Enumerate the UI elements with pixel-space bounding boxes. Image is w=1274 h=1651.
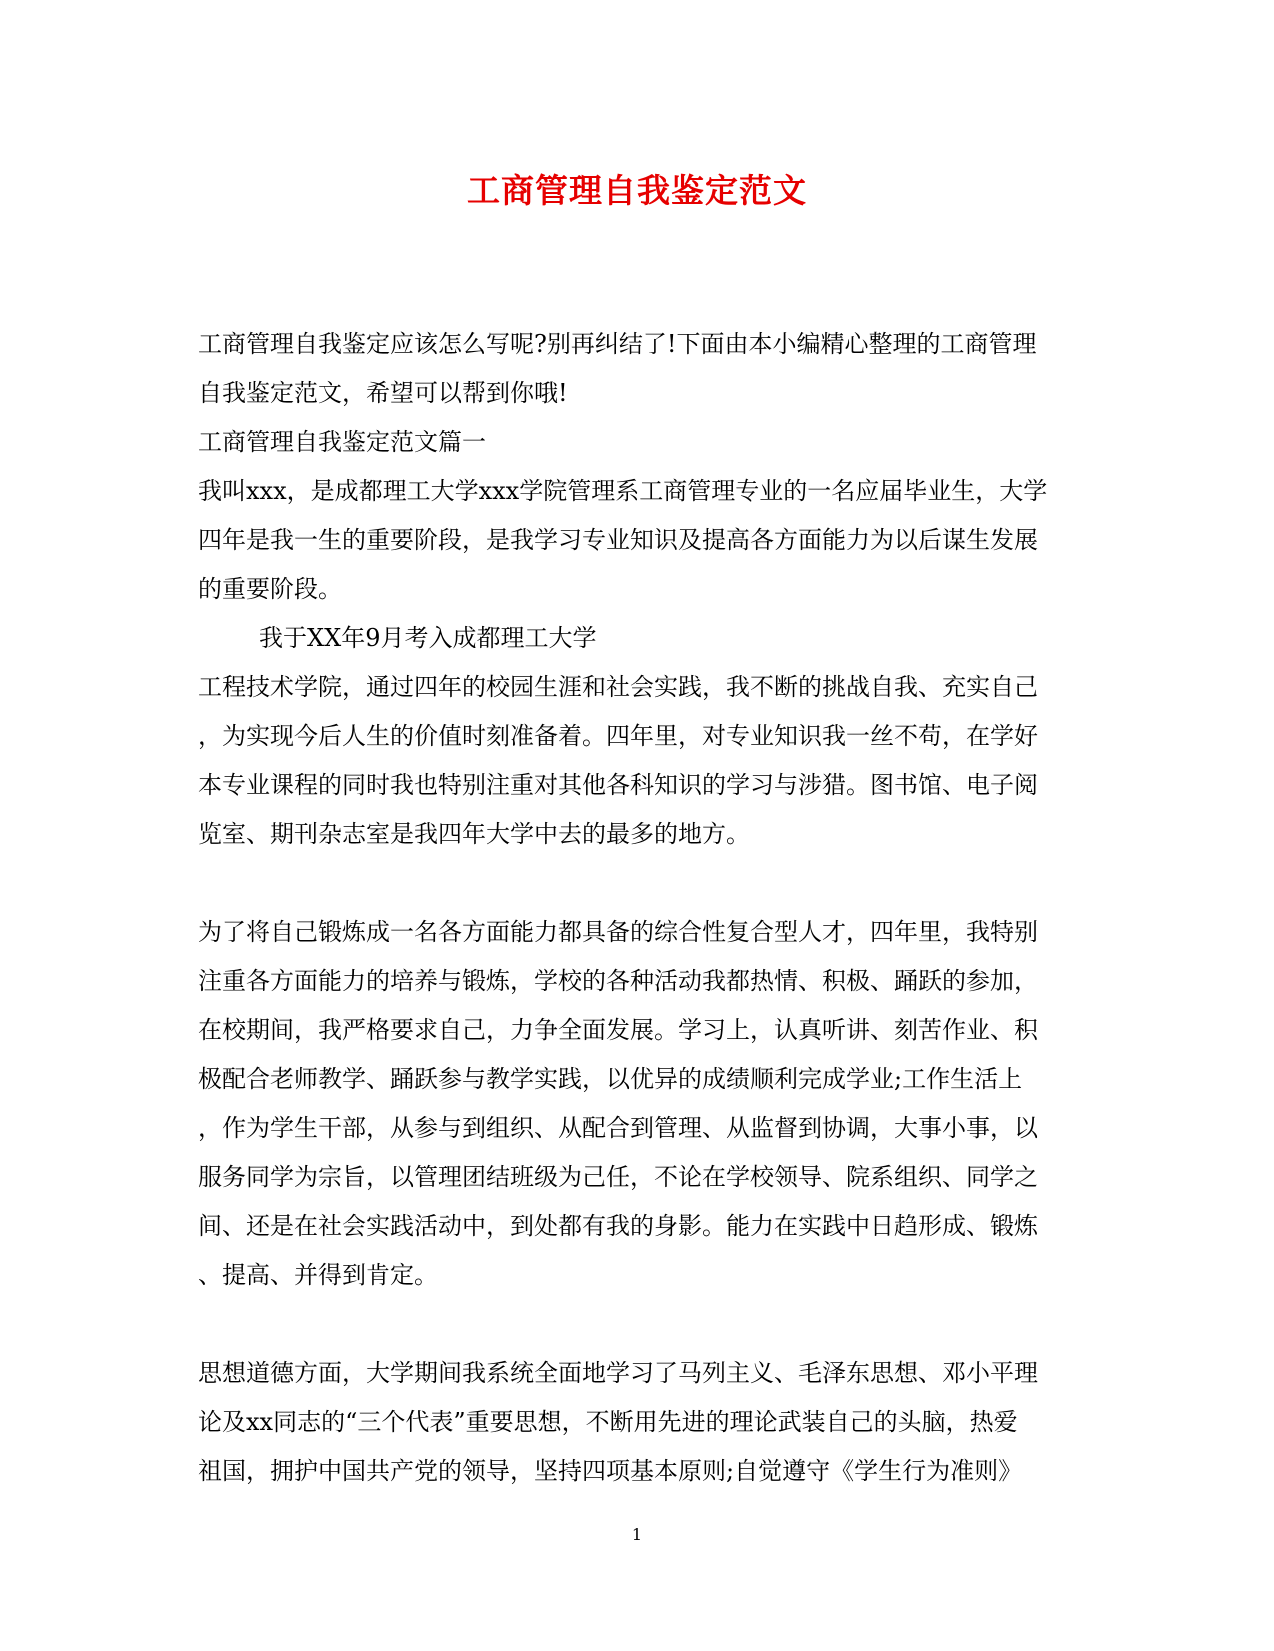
text-line: 、提高、并得到肯定。	[198, 1261, 438, 1289]
text-line: 自我鉴定范文，希望可以帮到你哦!	[198, 379, 568, 407]
text-line: 间、还是在社会实践活动中，到处都有我的身影。能力在实践中日趋形成、锻炼	[198, 1212, 1038, 1240]
text-line: 注重各方面能力的培养与锻炼，学校的各种活动我都热情、积极、踊跃的参加，	[198, 967, 1038, 995]
page-number: 1	[631, 1525, 643, 1544]
paragraph	[198, 1349, 1078, 1496]
paragraph	[198, 908, 1078, 1300]
text-line: ，为实现今后人生的价值时刻准备着。四年里，对专业知识我一丝不苟，在学好	[198, 722, 1038, 750]
text-line: 服务同学为宗旨，以管理团结班级为己任，不论在学校领导、院系组织、同学之	[198, 1163, 1038, 1191]
text-line: 极配合老师教学、踊跃参与教学实践，以优异的成绩顺利完成学业;工作生活上	[198, 1065, 1023, 1093]
text-line: 思想道德方面，大学期间我系统全面地学习了马列主义、毛泽东思想、邓小平理	[198, 1359, 1038, 1387]
paragraph	[198, 320, 1078, 418]
document-body	[198, 320, 1078, 1496]
text-line: 我叫xxx，是成都理工大学xxx学院管理系工商管理专业的一名应届毕业生，大学	[198, 477, 1048, 505]
paragraph-spacer	[198, 859, 1078, 908]
text-line: 工程技术学院，通过四年的校园生涯和社会实践，我不断的挑战自我、充实自己	[198, 673, 1038, 701]
text-line: 祖国，拥护中国共产党的领导，坚持四项基本原则;自觉遵守《学生行为准则》	[198, 1457, 1023, 1485]
text-line: 本专业课程的同时我也特别注重对其他各科知识的学习与涉猎。图书馆、电子阅	[198, 771, 1038, 799]
text-line: 览室、期刊杂志室是我四年大学中去的最多的地方。	[198, 820, 750, 848]
text-line: 我于XX年9月考入成都理工大学	[198, 624, 597, 652]
text-line: 论及xx同志的“三个代表”重要思想，不断用先进的理论武装自己的头脑，热爱	[198, 1408, 1018, 1436]
document-title: 工商管理自我鉴定范文	[467, 171, 807, 210]
text-line: 工商管理自我鉴定应该怎么写呢?别再纠结了!下面由本小编精心整理的工商管理	[198, 330, 1037, 358]
paragraph	[198, 418, 1078, 467]
paragraph	[198, 467, 1078, 614]
text-line: ，作为学生干部，从参与到组织、从配合到管理、从监督到协调，大事小事，以	[198, 1114, 1038, 1142]
text-line: 的重要阶段。	[198, 575, 342, 603]
text-line: 四年是我一生的重要阶段，是我学习专业知识及提高各方面能力为以后谋生发展	[198, 526, 1038, 554]
text-line: 在校期间，我严格要求自己，力争全面发展。学习上，认真听讲、刻苦作业、积	[198, 1016, 1038, 1044]
paragraph-spacer	[198, 1300, 1078, 1349]
paragraph	[198, 663, 1078, 859]
text-line: 工商管理自我鉴定范文篇一	[198, 428, 486, 456]
paragraph	[198, 614, 1078, 663]
text-line: 为了将自己锻炼成一名各方面能力都具备的综合性复合型人才，四年里，我特别	[198, 918, 1038, 946]
